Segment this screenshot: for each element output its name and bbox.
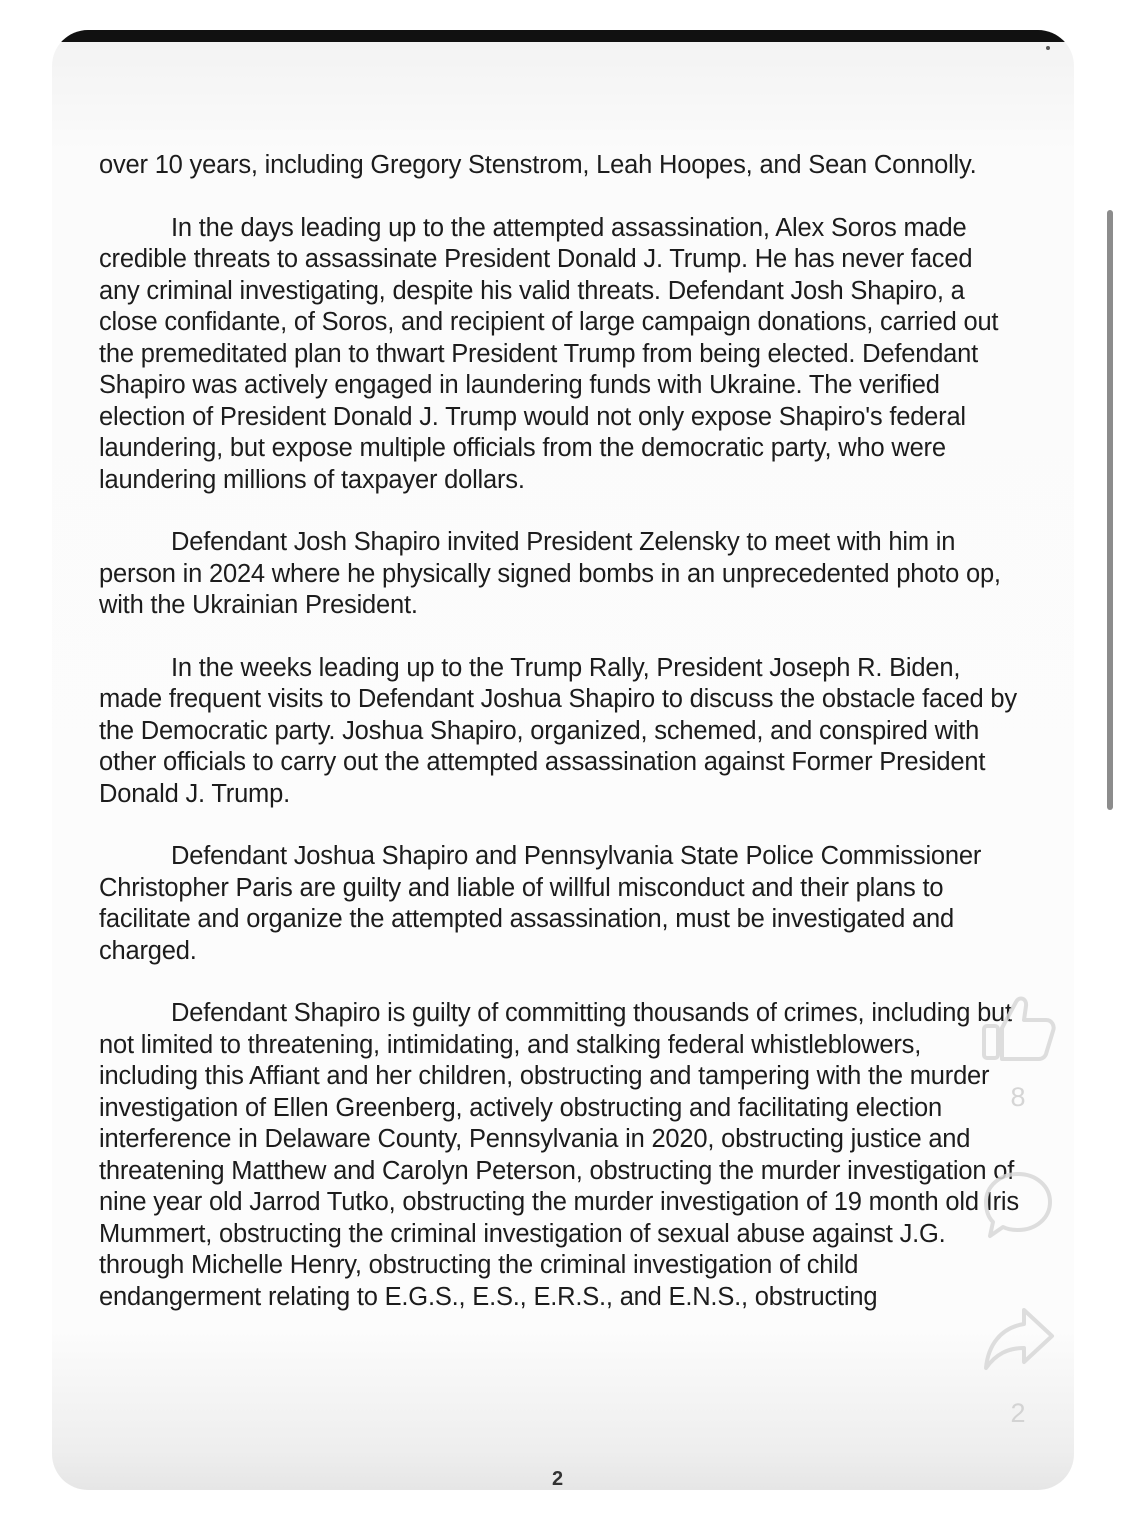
paragraph-5: Defendant Joshua Shapiro and Pennsylvania State Police Commissioner Christopher Paris are guilty and liable of willful misconduct and their plans to facilitate and organize the attempted assassination, must be investigated and charged. (99, 842, 982, 965)
paragraph-2: In the days leading up to the attempted assassination, Alex Soros made credible threats to assassinate President Donald J. Trump. He has never faced any criminal investigating, despite his valid threats. Defendant Josh Shapiro, a close confidante, of Soros, and recipient of large campaign donations, carried out the premeditated plan to thwart President Trump from being elected. Defendant Shapiro was actively engaged in laundering funds with Ukraine. The verified election of President Donald J. Trump would not only expose Shapiro's federal laundering, but expose multiple officials from the democratic party, who were laundering millions of taxpayer dollars. (99, 213, 999, 494)
top-bar (52, 30, 1074, 42)
scrollbar[interactable] (1107, 210, 1113, 810)
paragraph-3: Defendant Josh Shapiro invited President Zelensky to meet with him in person in 2024 where he physically signed bombs in an unprecedented photo op, with the Ukrainian President. (99, 528, 1001, 619)
document-viewer (52, 30, 1074, 1490)
paragraph-6: Defendant Shapiro is guilty of committing thousands of crimes, including but not limited to threatening, intimidating, and stalking federal whistleblowers, including this Affiant and her children, obstructing and tampering with the murder investigation of Ellen Greenberg, actively obstructing and facilitating election interference in Delaware County, Pennsylvania in 2020, obstructing justice and threatening Matthew and Carolyn Peterson, obstructing the murder investigation of nine year old Jarrod Tutko, obstructing the murder investigation of 19 month old Iris Mummert, obstructing the criminal investigation of sexual abuse against J.G. through Michelle Henry, obstructing the criminal investigation of child endangerment relating to E.G.S., E.S., E.R.S., and E.N.S., obstructing (99, 999, 1019, 1311)
page-number: 2 (552, 1468, 564, 1490)
paragraph-4: In the weeks leading up to the Trump Rally, President Joseph R. Biden, made frequent visits to Defendant Joshua Shapiro to discuss the obstacle faced by the Democratic party. Joshua Shapiro, organized, schemed, and conspired with other officials to carry out the attempted assassination against Former President Donald J. Trump. (99, 653, 1017, 808)
like-count: 8 (1010, 1082, 1026, 1112)
camera-dot (1046, 46, 1050, 50)
share-count: 2 (1010, 1398, 1026, 1428)
comment-icon[interactable] (978, 1166, 1058, 1246)
thumbs-up-icon[interactable] (978, 990, 1058, 1070)
paragraph-1: over 10 years, including Gregory Stenstrom, Leah Hoopes, and Sean Connolly. (99, 151, 977, 179)
document-body (99, 150, 1019, 1344)
share-icon[interactable] (978, 1300, 1058, 1380)
